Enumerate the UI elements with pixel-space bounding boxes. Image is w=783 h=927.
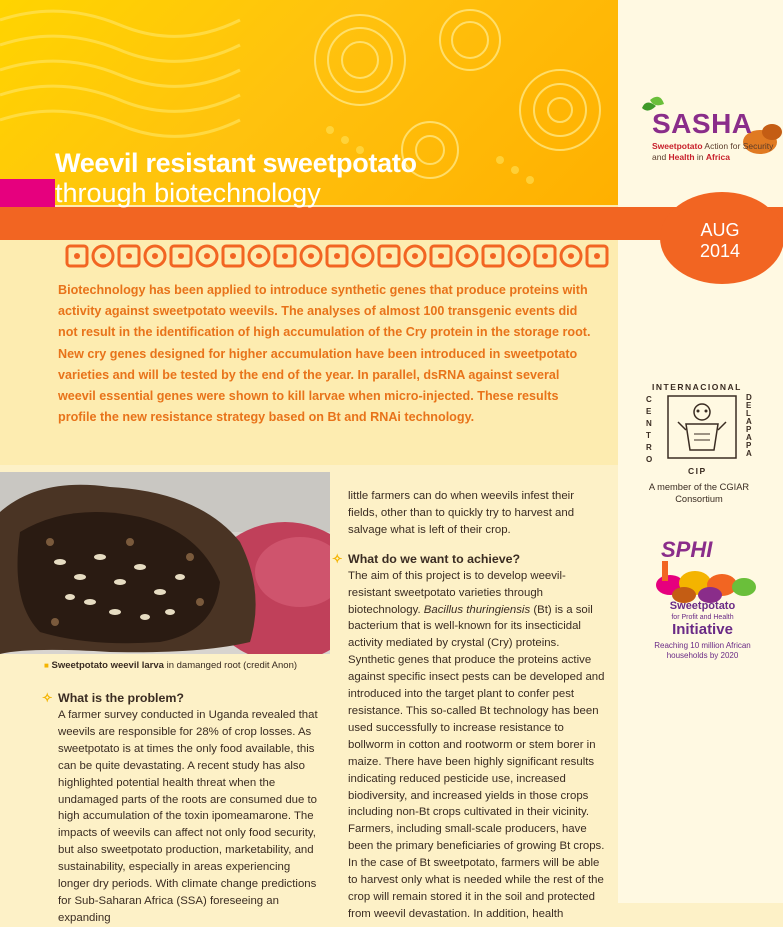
border-ornament-dot bbox=[74, 253, 80, 259]
border-ornament-dot bbox=[334, 253, 340, 259]
problem-text: A farmer survey conducted in Uganda revealed that weevils are responsible for 28% of crop losses. As sweetpotato is at times the only food available, this can be quite devastating. A recent study has also highlighted potential health threat when the undamaged parts of the roots are consumed due to high accumulation of the toxin ipomeamarone. The impacts of weevils can affect not only food security, but also sweetpotato production, marketability, and sustainability, especially in areas experiencing longer dry periods. With climate change predictions for Sub-Saharan Africa (SSA) foreseeing an expanding bbox=[58, 709, 318, 924]
problem-continuation: little farmers can do when weevils infest their fields, other than to quickly try to harvest and salvage what is left of their crop. bbox=[348, 490, 575, 536]
sphi-line-3: Initiative bbox=[672, 621, 733, 638]
weevil-photo-image bbox=[0, 472, 330, 654]
border-ornament-dot bbox=[516, 253, 522, 259]
sphi-logo: SPHI bbox=[661, 537, 713, 562]
sparkle-icon: ✧ bbox=[42, 691, 53, 705]
sparkle-icon: ✧ bbox=[332, 551, 343, 566]
border-ornament-dot bbox=[594, 253, 600, 259]
border-ornament-dot bbox=[126, 253, 132, 259]
cip-emblem bbox=[666, 394, 738, 460]
weevil-photo bbox=[0, 472, 330, 654]
date-month: AUG bbox=[700, 220, 740, 240]
cip-left-text: CENTRO bbox=[646, 395, 653, 464]
sasha-subtitle: Sweetpotato Action for Security and Health in Africa bbox=[652, 141, 774, 162]
sphi-line-4: Reaching 10 million African households by 2020 bbox=[654, 641, 751, 660]
achieve-text: The aim of this project is to develop weevil-resistant sweetpotato varieties through biotechnology. Bacillus thuringiensis (Bt) is a soil bacterium that is well-known for its insecticidal activity mediated by crystal (Cry) proteins. Synthetic genes that produce the proteins active against specific insect pests can be developed and introduced into the target plant to confer pest resistance. This so-called Bt technology has been used successfully to increase resistance to bollworm in cotton and rootworm or stem borer in maize. There have been highly significant results indicating reduced pesticide use, increased biodiversity, and increased yields in those crops including non-Bt crops cultivated in their vicinity. Farmers, including small-scale producers, have been the primary beneficiaries of growing Bt crops. In the case of Bt sweetpotato, farmers will be able to harvest only what is needed while the rest of the crop will remain stored it in the soil and protected from weevil devastation. In addition, health bbox=[348, 569, 605, 920]
date-label bbox=[665, 220, 775, 262]
cgiar-member-text: A member of the CGIAR Consortium bbox=[648, 482, 750, 504]
photo-caption bbox=[44, 660, 326, 671]
sphi-line-2: for Profit and Health bbox=[671, 614, 734, 621]
border-ornament-dot bbox=[230, 253, 236, 259]
border-ornament-dot bbox=[204, 253, 210, 259]
border-ornament-dot bbox=[152, 253, 158, 259]
cip-top-text: INTERNACIONAL bbox=[652, 382, 742, 392]
title-line-1: Weevil resistant sweetpotato bbox=[55, 148, 417, 178]
decorative-border bbox=[63, 244, 618, 270]
title-line-2: through biotechnology bbox=[55, 178, 321, 208]
border-ornament-dot bbox=[308, 253, 314, 259]
cip-bottom-text: CIP bbox=[688, 466, 707, 476]
achieve-heading: ✧ What do we want to achieve? bbox=[332, 551, 521, 566]
left-column bbox=[42, 690, 320, 927]
problem-heading: ✧ What is the problem? bbox=[42, 691, 184, 705]
border-ornament-dot bbox=[360, 253, 366, 259]
page-title bbox=[55, 148, 417, 208]
border-ornament-dot bbox=[464, 253, 470, 259]
caption-bold: Sweetpotato weevil larva bbox=[51, 660, 164, 671]
sasha-logo: SASHA bbox=[652, 108, 753, 139]
title-accent-bar bbox=[0, 179, 55, 207]
border-ornament-dot bbox=[386, 253, 392, 259]
caption-marker-icon: ■ bbox=[44, 661, 49, 670]
border-ornament-dot bbox=[438, 253, 444, 259]
border-ornament-dot bbox=[178, 253, 184, 259]
caption-rest: in damanged root (credit Anon) bbox=[163, 660, 298, 671]
abstract-text: Biotechnology has been applied to introduce synthetic genes that produce proteins with activity against sweetpotato weevils. The analyses of almost 100 transgenic events did not result in the identification of high accumulation of the Cry protein in the storage root. New cry genes designed for higher accumulation have been introduced in sweetpotato varieties and will be tested by the end of the year. In parallel, dsRNA against several weevil essential genes were shown to kill larvae when micro-injected. These results profile the new resistance strategy based on Bt and RNAi technology. bbox=[58, 283, 591, 425]
border-ornament-dot bbox=[568, 253, 574, 259]
border-ornament-dot bbox=[542, 253, 548, 259]
border-ornament-dot bbox=[282, 253, 288, 259]
cip-right-text: DE LA PAPA bbox=[746, 393, 752, 458]
border-ornament-dot bbox=[490, 253, 496, 259]
right-column bbox=[332, 488, 606, 923]
border-ornament-dot bbox=[100, 253, 106, 259]
border-ornament-dot bbox=[412, 253, 418, 259]
date-year: 2014 bbox=[699, 241, 741, 261]
cip-logo bbox=[640, 380, 755, 480]
sphi-line-1: Sweetpotato bbox=[669, 600, 736, 612]
border-ornament-dot bbox=[256, 253, 262, 259]
